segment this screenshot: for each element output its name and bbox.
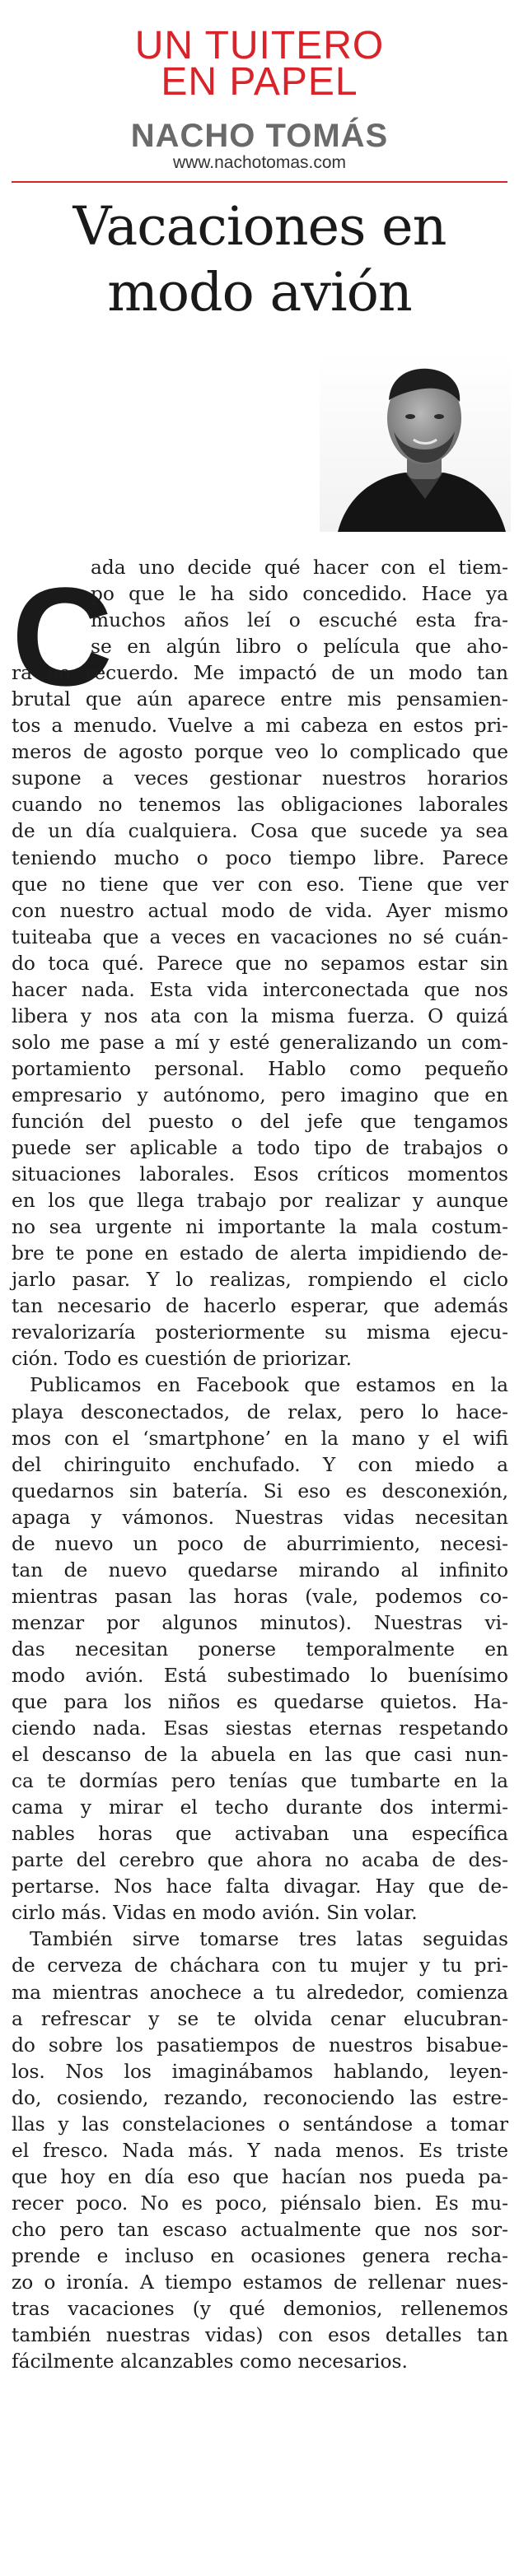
text-line: cama y mirar el techo durante dos intermi- [12, 1796, 508, 1819]
author-name: NACHO TOMÁS [130, 118, 389, 154]
text-line: cirlo más. Vidas en modo avión. Sin volar. [12, 1902, 418, 1925]
text-line: apaga y vámonos. Nuestras vidas necesitan [12, 1506, 508, 1529]
text-line: tan necesario de hacerlo esperar, que además [12, 1295, 508, 1318]
text-line: de nuevo un poco de aburrimiento, necesi- [12, 1532, 508, 1555]
text-line: que hoy en día eso que hacían nos pueda pa- [12, 2165, 508, 2188]
text-line: libera y nos ata con la misma fuerza. O quizá [12, 1004, 508, 1027]
text-line: tan de nuevo quedarse mirando al infinito [12, 1558, 508, 1581]
text-line: po que le ha sido concedido. Hace ya [91, 583, 508, 606]
text-line: brutal que aún aparece entre mis pensamien- [12, 688, 508, 711]
text-line: zo o ironía. A tiempo estamos de rellenar nues- [12, 2271, 508, 2294]
text-line: ca te dormías pero tenías que tumbarte en la [12, 1770, 508, 1793]
text-line: pertarse. Nos hace falta divagar. Hay que de- [12, 1875, 508, 1898]
divider-rule [12, 181, 507, 183]
section-title-line1: UN TUITERO [134, 24, 385, 68]
text-line: también nuestras vidas) con esos detalles tan [12, 2324, 508, 2347]
text-line: tras vacaciones (y qué demonios, rellenemos [12, 2298, 508, 2321]
author-photo [320, 352, 511, 532]
text-line: nables horas que activaban una específica [12, 1823, 508, 1846]
text-line: do toca qué. Parece que no sepamos estar sin [12, 952, 508, 975]
text-line: tuiteaba que a veces en vacaciones no sé cuán- [12, 925, 508, 948]
text-line: no sea urgente ni importante la mala costum- [12, 1216, 508, 1239]
headline [0, 194, 519, 326]
headline-line2: modo avión [107, 262, 412, 324]
text-line: función del puesto o del jefe que tengamos [12, 1110, 508, 1133]
text-line: recer poco. No es poco, piénsalo bien. Es mu- [12, 2192, 508, 2215]
text-line: fácilmente alcanzables como necesarios. [12, 2350, 408, 2373]
text-line: ra no recuerdo. Me impactó de un modo tan [12, 662, 508, 685]
text-line: quedarnos sin batería. Si eso es desconexión, [12, 1479, 508, 1502]
section-title [0, 24, 519, 104]
text-line: con nuestro actual modo de vida. Ayer mismo [12, 899, 508, 922]
text-line: los. Nos los imaginábamos hablando, leyen- [12, 2060, 508, 2083]
text-line: situaciones laborales. Esos críticos momentos [12, 1163, 508, 1186]
text-line: bre te pone en estado de alerta impidiendo de- [12, 1242, 508, 1265]
text-line: solo me pase a mí y esté generalizando un com- [12, 1031, 508, 1054]
text-line: revalorizaría posteriormente su misma ejecu- [12, 1321, 508, 1344]
text-line: de cerveza de cháchara con tu mujer y tu pri- [12, 1954, 508, 1977]
text-line: puede ser aplicable a todo tipo de trabajos o [12, 1137, 508, 1160]
text-line: cuando no tenemos las obligaciones laborales [12, 794, 508, 817]
text-line: muchos años leí o escuché esta fra- [91, 609, 508, 632]
text-line: do, cosiendo, rezando, reconociendo las estre- [12, 2086, 508, 2109]
headline-line1: Vacaciones en [72, 196, 447, 258]
text-line: prende e incluso en ocasiones genera recha- [12, 2245, 508, 2267]
section-title-line2: EN PAPEL [161, 60, 358, 104]
text-line: ma mientras anochece a tu alrededor, comienza [12, 1981, 508, 2004]
text-line: playa desconectados, de relax, pero lo hace- [12, 1400, 508, 1423]
text-line: teniendo mucho o poco tiempo libre. Parece [12, 846, 508, 869]
text-line: portamiento personal. Hablo como pequeño [12, 1057, 508, 1080]
text-line: supone a veces gestionar nuestros horarios [12, 767, 508, 790]
text-line: de un día cualquiera. Cosa que sucede ya sea [12, 820, 508, 843]
text-line: el fresco. Nada más. Y nada menos. Es triste [12, 2139, 508, 2162]
article-body [12, 555, 508, 2375]
text-line: empresario y autónomo, pero imagino que en [12, 1083, 508, 1106]
text-line: También sirve tomarse tres latas seguidas [30, 1928, 508, 1951]
text-line: llas y las constelaciones o sentándose a tomar [12, 2113, 508, 2136]
paragraph-3 [12, 1926, 508, 2375]
text-line: que para los niños es quedarse quietos. Ha- [12, 1691, 508, 1714]
text-line: mientras pasan las horas (vale, podemos co- [12, 1585, 508, 1608]
text-line: meros de agosto porque veo lo complicado que [12, 741, 508, 764]
text-line: modo avión. Está subestimado lo buenísimo [12, 1664, 508, 1687]
dropcap-glyph: C [12, 559, 113, 715]
text-line: jarlo pasar. Y lo realizas, rompiendo el ciclo [12, 1269, 508, 1292]
text-line: tos a menudo. Vuelve a mi cabeza en estos pri- [12, 715, 508, 738]
text-line: hacer nada. Esta vida interconectada que nos [12, 978, 508, 1001]
author-website[interactable]: www.nachotomas.com [172, 153, 347, 172]
text-line: Publicamos en Facebook que estamos en la [30, 1374, 508, 1397]
text-line: mos con el ‘smartphone’ en la mano y el wifi [12, 1427, 508, 1450]
text-line: ada uno decide qué hacer con el tiem- [91, 557, 508, 579]
text-line: del chiringuito enchufado. Y con miedo a [12, 1453, 508, 1476]
text-line: el descanso de la abuela en las que casi nun- [12, 1744, 508, 1767]
text-line: que no tiene que ver con eso. Tiene que ver [12, 873, 508, 896]
text-line: en los que llega trabajo por realizar y aunque [12, 1190, 508, 1213]
text-line: ción. Todo es cuestión de priorizar. [12, 1348, 352, 1371]
text-line: se en algún libro o película que aho- [91, 636, 508, 659]
text-line: cho pero tan escaso actualmente que nos sor- [12, 2218, 508, 2241]
text-line: menzar por algunos minutos). Nuestras vi- [12, 1611, 508, 1634]
text-line: a refrescar y se te olvida cenar elucubran- [12, 2007, 508, 2030]
text-line: das necesitan ponerse temporalmente en [12, 1637, 508, 1661]
text-line: parte del cerebro que ahora no acaba de des- [12, 1849, 508, 1872]
author-portrait-image [320, 352, 511, 532]
text-line: ciendo nada. Esas siestas eternas respetando [12, 1717, 508, 1740]
paragraph-1 [12, 555, 508, 1372]
text-line: do sobre los pasatiempos de nuestros bisabue- [12, 2033, 508, 2057]
paragraph-2 [12, 1372, 508, 1926]
